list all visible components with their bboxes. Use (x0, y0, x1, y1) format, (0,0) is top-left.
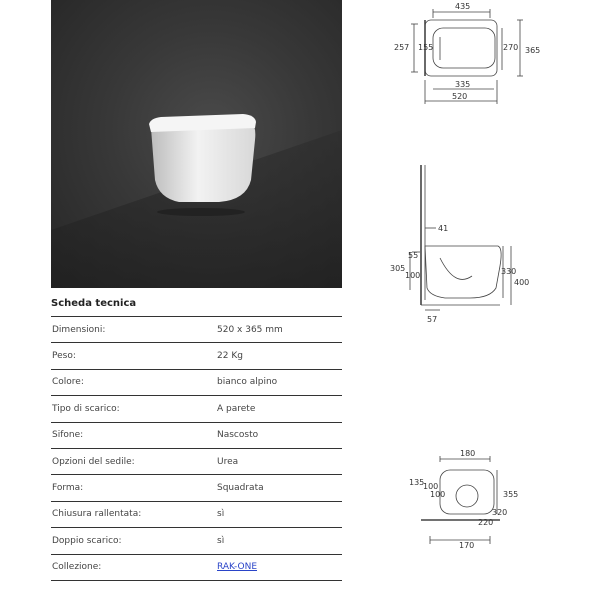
dim-100-upper: 100 (423, 482, 439, 491)
spec-value: sì (217, 509, 225, 520)
dim-170: 170 (459, 541, 475, 550)
collection-link[interactable]: RAK-ONE (217, 562, 258, 573)
spec-value: 22 Kg (217, 351, 243, 362)
dim-180: 180 (460, 449, 476, 458)
spec-value: Urea (217, 456, 239, 467)
spec-label: Opzioni del sedile: (52, 456, 135, 467)
spec-value: Nascosto (217, 430, 259, 441)
spec-value: bianco alpino (217, 377, 278, 388)
spec-value: A parete (217, 403, 256, 414)
dim-330: 330 (501, 267, 517, 276)
dim-400: 400 (514, 278, 530, 287)
dim-270: 270 (503, 43, 519, 52)
dim-520: 520 (452, 92, 468, 101)
spec-label: Peso: (52, 351, 76, 362)
dim-57: 57 (427, 315, 438, 324)
dim-220: 220 (478, 518, 494, 527)
spec-label: Chiusura rallentata: (52, 509, 142, 520)
dim-335: 335 (455, 80, 471, 89)
dim-435: 435 (455, 2, 471, 11)
spec-value: sì (217, 535, 225, 546)
spec-label: Colore: (52, 377, 84, 388)
dim-305: 305 (390, 264, 406, 273)
dim-355: 355 (503, 490, 519, 499)
spec-label: Dimensioni: (52, 324, 106, 335)
spec-value: Squadrata (217, 483, 264, 494)
dim-55: 55 (408, 251, 419, 260)
spec-label: Forma: (52, 483, 84, 494)
spec-label: Tipo di scarico: (52, 403, 120, 414)
dim-41: 41 (438, 224, 449, 233)
dim-320: 320 (492, 508, 508, 517)
dim-135: 135 (409, 478, 425, 487)
dim-155: 155 (418, 43, 434, 52)
spec-label: Sifone: (52, 430, 84, 441)
dim-365: 365 (525, 46, 541, 55)
sheet-title: Scheda tecnica (51, 298, 137, 309)
dim-100-lower: 100 (430, 490, 446, 499)
spec-label: Collezione: (52, 562, 102, 573)
spec-label: Doppio scarico: (52, 535, 122, 546)
dim-100: 100 (405, 271, 421, 280)
dim-257: 257 (394, 43, 410, 52)
spec-value: 520 x 365 mm (217, 324, 283, 335)
